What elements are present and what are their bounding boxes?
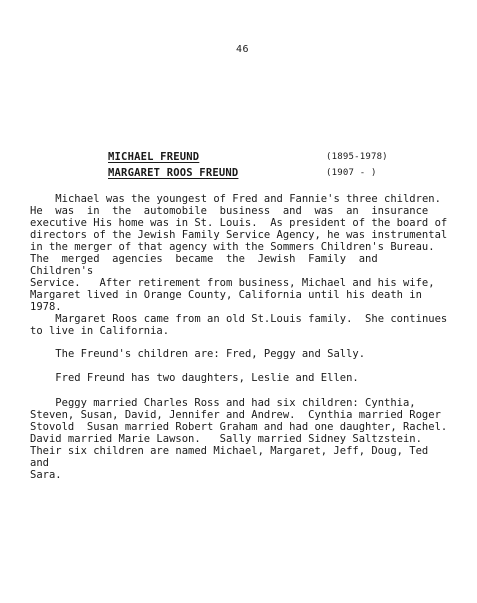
- person-heading: [108, 151, 398, 163]
- paragraph-fred: Fred Freund has two daughters, Leslie and Ellen.: [30, 372, 359, 384]
- paragraph-michael-bio: Michael was the youngest of Fred and Fannie's three children. He was in the automobile business and was an insurance executive His home was in St. Louis. As president of the board of directors of the Jewish Family Service Agency, he was instrumental in the merger of that agency with the Sommers Children's Bureau. The merged agencies became the Jewish Family and Children's Service. After retirement from business, Michael and his wife, Margaret lived in Orange County, California until his death in 1978.: [30, 193, 448, 313]
- paragraph-peggy-sally: Peggy married Charles Ross and had six children: Cynthia, Steven, Susan, David, Jennifer and Andrew. Cynthia married Roger Stovold Susan married Robert Graham and had one daughter, Rachel. David married Marie Lawson. Sally married Sidney Saltzstein. Their six children are named Michael, Margaret, Jeff, Doug, Ted and Sara.: [30, 397, 448, 481]
- person-dates: (1895-1978): [326, 152, 388, 162]
- paragraph-margaret-bio: Margaret Roos came from an old St.Louis family. She continues to live in California.: [30, 313, 448, 337]
- paragraph-children: The Freund's children are: Fred, Peggy and Sally.: [30, 348, 366, 360]
- person-dates: (1907 - ): [326, 168, 377, 178]
- page-number: 46: [236, 44, 250, 55]
- person-name: MARGARET ROOS FREUND: [108, 167, 239, 179]
- person-name: MICHAEL FREUND: [108, 151, 200, 163]
- person-heading: [108, 167, 398, 179]
